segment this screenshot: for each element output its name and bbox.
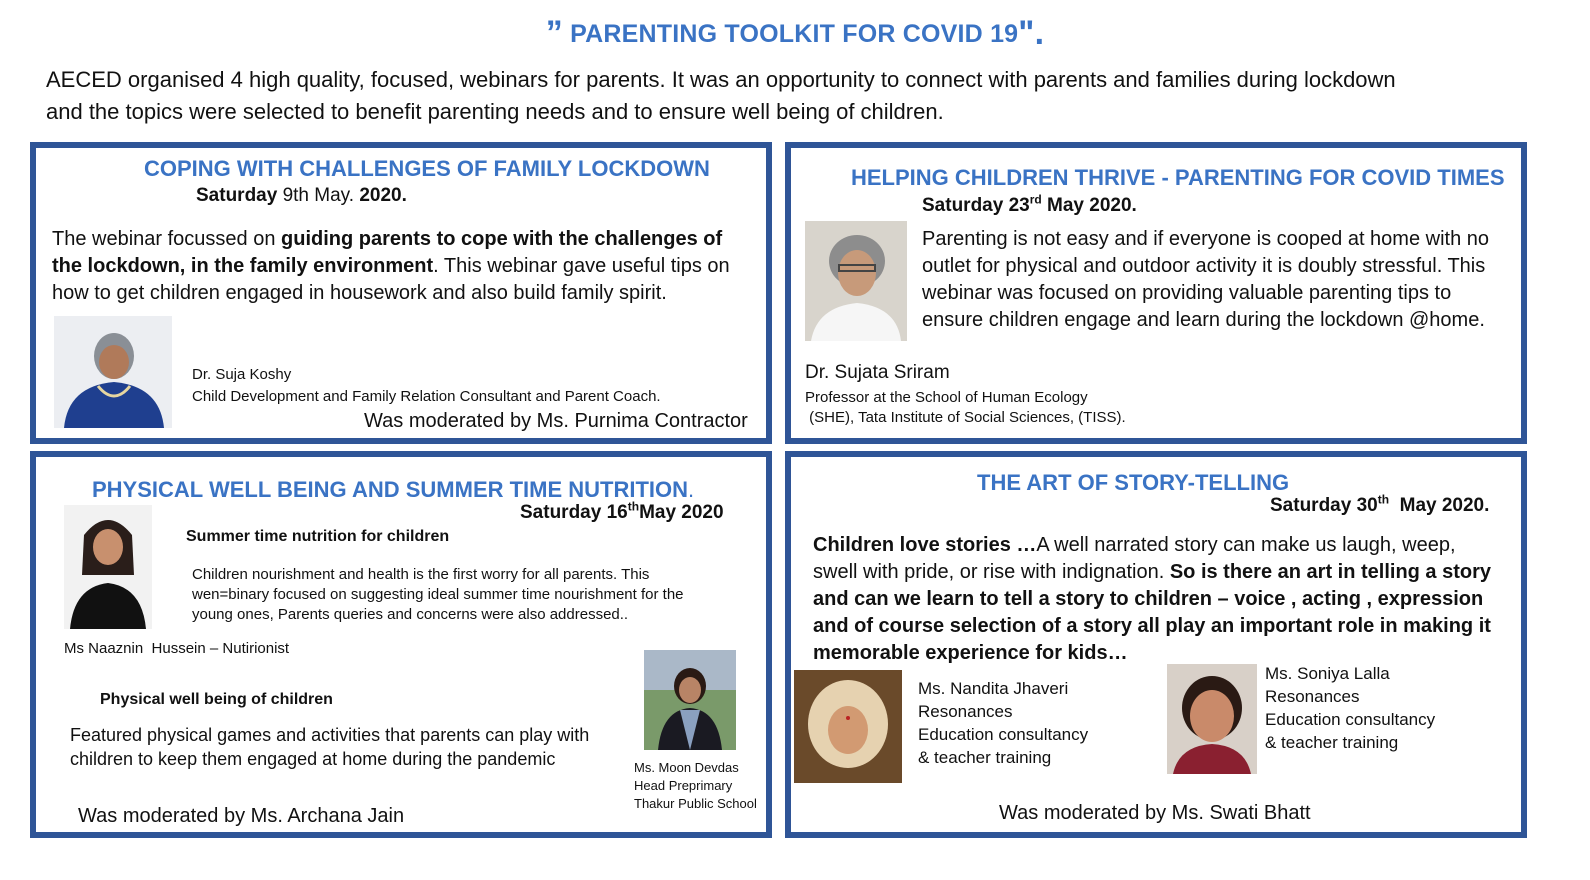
- card-title: PHYSICAL WELL BEING AND SUMMER TIME NUTRITION.: [92, 477, 695, 502]
- speaker-name: Ms. Moon Devdas: [634, 760, 739, 775]
- page-title: ” PARENTING TOOLKIT FOR COVID 19".: [545, 14, 1045, 52]
- speaker-name: Dr. Sujata Sriram: [805, 362, 950, 383]
- speaker-role: Head Preprimary: [634, 778, 733, 793]
- webinar-description: Children love stories …A well narrated story can make us laugh, weep, swell with pride, or rise with indignation. So is there an art in telling a story and can we learn to tell a story to children – voice , acting , expression and of course selection of a story all play an important role in making it memorable experience for kids…: [813, 534, 1492, 664]
- speaker-photo: [1167, 664, 1257, 774]
- speaker-photo: [644, 650, 736, 750]
- speaker-role: & teacher training: [1265, 733, 1399, 752]
- webinar-card-4: [785, 451, 1527, 838]
- speaker-photo: [805, 221, 907, 341]
- speaker-org: Resonances: [1265, 687, 1360, 706]
- speaker-org: Resonances: [918, 702, 1013, 721]
- speaker-role: Professor at the School of Human Ecology: [805, 389, 1088, 406]
- webinar-date: Saturday 16thMay 2020: [520, 499, 724, 523]
- speaker-name: Ms. Soniya Lalla: [1265, 664, 1390, 683]
- webinar-date: Saturday 9th May. 2020.: [196, 185, 407, 206]
- moderator-text: Was moderated by Ms. Swati Bhatt: [999, 802, 1311, 824]
- speaker-photo: [64, 505, 152, 629]
- webinar-date: Saturday 30th May 2020.: [1270, 492, 1490, 516]
- speaker-name: Ms. Nandita Jhaveri: [918, 679, 1069, 698]
- webinar-card-1: [30, 142, 772, 444]
- speaker-role: Education consultancy: [1265, 710, 1436, 729]
- webinar-description: Parenting is not easy and if everyone is cooped at home with no outlet for physical and outdoor activity it is doubly stressful. This webinar was focused on providing valuable parenting tips to ensure children engage and learn during the lockdown @home.: [922, 228, 1490, 331]
- speaker-role: & teacher training: [918, 748, 1052, 767]
- section-subtitle: Summer time nutrition for children: [186, 528, 450, 545]
- section-description: Featured physical games and activities that parents can play with children to keep them engaged at home during the pandemic: [70, 725, 590, 769]
- card-title: COPING WITH CHALLENGES OF FAMILY LOCKDOWN: [144, 156, 710, 181]
- webinar-description: The webinar focussed on guiding parents to cope with the challenges of the lockdown, in the family environment. This webinar gave useful tips on how to get children engaged in housework and also build family spirit.: [52, 228, 730, 304]
- moderator-text: Was moderated by Ms. Archana Jain: [78, 805, 405, 827]
- webinar-card-3: [30, 451, 772, 838]
- section-subtitle: Physical well being of children: [100, 691, 333, 708]
- moderator-text: Was moderated by Ms. Purnima Contractor: [364, 410, 748, 432]
- speaker-role: Thakur Public School: [634, 796, 757, 811]
- webinar-date: Saturday 23rd May 2020.: [922, 192, 1137, 216]
- speaker-photo: [54, 316, 172, 428]
- speaker-role: Child Development and Family Relation Consultant and Parent Coach.: [192, 388, 661, 405]
- speaker-role: Education consultancy: [918, 725, 1089, 744]
- speaker-role: (SHE), Tata Institute of Social Sciences, (TISS).: [805, 409, 1126, 426]
- card-title: HELPING CHILDREN THRIVE - PARENTING FOR COVID TIMES: [851, 165, 1505, 190]
- speaker-photo: [794, 670, 902, 783]
- intro-paragraph: AECED organised 4 high quality, focused, webinars for parents. It was an opportunity to connect with parents and families during lockdown and the topics were selected to benefit parenting needs and to ensure well being of children.: [46, 67, 1396, 124]
- speaker-name: Ms Naaznin Hussein – Nutirionist: [64, 640, 290, 657]
- card-title: THE ART OF STORY-TELLING: [977, 470, 1290, 495]
- webinar-card-2: [785, 142, 1527, 444]
- speaker-name: Dr. Suja Koshy: [192, 366, 292, 383]
- section-description: Children nourishment and health is the first worry for all parents. This wen=binary focused on suggesting ideal summer time nourishment for the young ones, Parents queries and concerns were also addressed..: [192, 566, 684, 623]
